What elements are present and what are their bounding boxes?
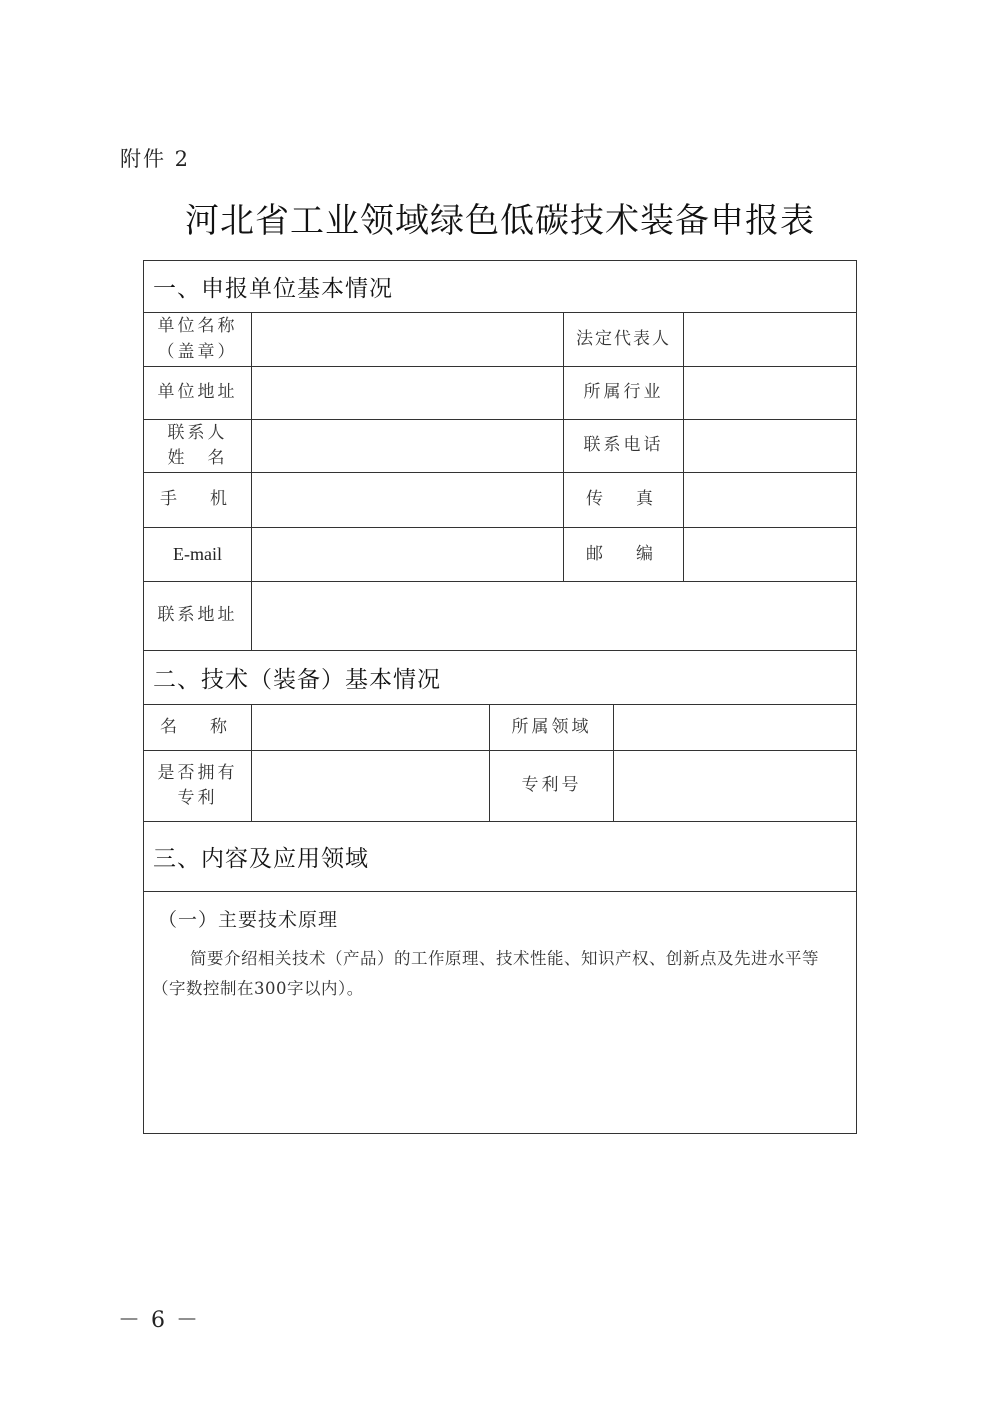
postcode-label: 邮 编 (564, 528, 684, 582)
legal-rep-label: 法定代表人 (564, 313, 684, 367)
postcode-field[interactable] (684, 528, 856, 582)
email-field[interactable] (252, 528, 564, 582)
email-label: E-mail (144, 528, 252, 582)
tech-name-label: 名 称 (144, 705, 252, 751)
application-form-table (143, 260, 857, 1134)
tech-field-field[interactable] (614, 705, 856, 751)
patent-no-label: 专利号 (490, 751, 614, 822)
mobile-field[interactable] (252, 473, 564, 528)
legal-rep-field[interactable] (684, 313, 856, 367)
tech-principle-subheading: （一）主要技术原理 (158, 909, 339, 931)
contact-address-label: 联系地址 (144, 582, 252, 651)
fax-label: 传 真 (564, 473, 684, 528)
has-patent-label: 是否拥有 专利 (144, 751, 252, 822)
mobile-label: 手 机 (144, 473, 252, 528)
contact-address-field[interactable] (252, 582, 856, 651)
patent-no-field[interactable] (614, 751, 856, 822)
unit-name-field[interactable] (252, 313, 564, 367)
page-number: － 6 － (118, 1308, 200, 1333)
tech-name-field[interactable] (252, 705, 490, 751)
tech-field-label: 所属领域 (490, 705, 614, 751)
section3-heading: 三、内容及应用领域 (144, 822, 856, 892)
industry-field[interactable] (684, 367, 856, 420)
contact-phone-label: 联系电话 (564, 420, 684, 473)
contact-name-label: 联系人 姓 名 (144, 420, 252, 473)
unit-address-label: 单位地址 (144, 367, 252, 420)
attachment-label: 附件 2 (120, 147, 191, 171)
section2-heading: 二、技术（装备）基本情况 (144, 651, 856, 705)
unit-address-field[interactable] (252, 367, 564, 420)
fax-field[interactable] (684, 473, 856, 528)
document-title: 河北省工业领域绿色低碳技术装备申报表 (185, 201, 815, 241)
industry-label: 所属行业 (564, 367, 684, 420)
contact-phone-field[interactable] (684, 420, 856, 473)
has-patent-field[interactable] (252, 751, 490, 822)
unit-name-label: 单位名称 （盖章） (144, 313, 252, 367)
section1-heading: 一、申报单位基本情况 (144, 261, 856, 313)
contact-name-field[interactable] (252, 420, 564, 473)
tech-principle-instructions: 简要介绍相关技术（产品）的工作原理、技术性能、知识产权、创新点及先进水平等（字数控制在300字以内）。 (152, 949, 819, 998)
